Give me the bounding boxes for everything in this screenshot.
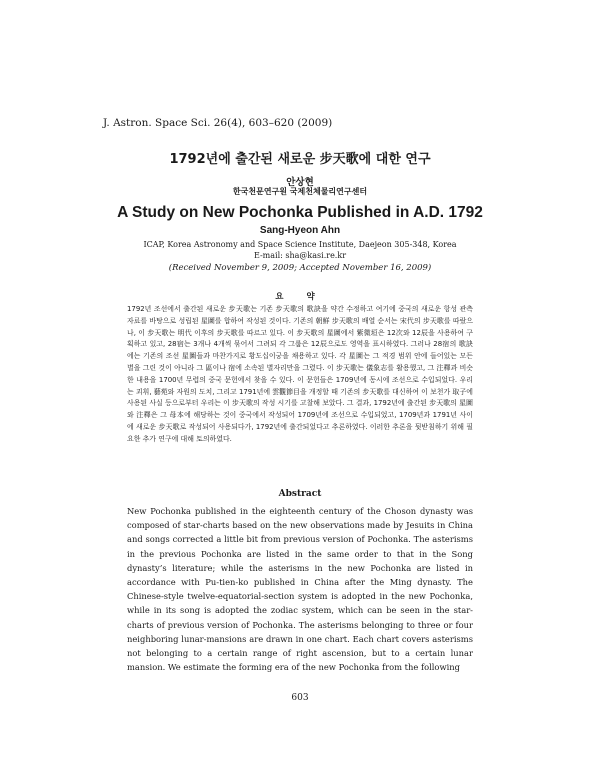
korean-abstract-heading: 요 약 (275, 292, 325, 302)
korean-affiliation: 한국천문연구원 국제천체물리연구센터 (232, 187, 368, 196)
english-author: Sang-Hyeon Ahn (259, 225, 341, 236)
page-number: 603 (291, 693, 309, 703)
korean-author: 안상현 (286, 177, 314, 188)
english-affiliation-block (0, 239, 600, 261)
english-affiliation: ICAP, Korea Astronomy and Space Science Institute, Daejeon 305-348, Korea (143, 240, 457, 249)
english-abstract (127, 504, 473, 674)
english-abstract-text: New Pochonka published in the eighteenth century of the Choson dynasty was composed of star-charts based on the new observations made by Jesuits in China and songs corrected a little bit from previous version of Pochonka. The asterisms in the previous Pochonka are listed in the same order to that in the Song dynasty’s literature; while the asterisms in the new Pochonka are listed in accordance with Pu-tien-ko published in China after the Ming dynasty. The Chinese-style twelve-equatorial-section system is adopted in the new Pochonka, while in its song is adopted the zodiac system, which can be seen in the star-charts of previous version of Pochonka. The asterisms belonging to three or four neighboring lunar-mansions are drawn in one chart. Each chart covers asterisms not belonging to a certain range of right ascension, but to a certain lunar mansion. We estimate the forming era of the new Pochonka from the following (127, 506, 473, 673)
korean-title: 1792년에 출간된 새로운 步天歌에 대한 연구 (169, 152, 431, 167)
received-accepted-dates: (Received November 9, 2009; Accepted November 16, 2009) (168, 263, 432, 273)
english-abstract-heading: Abstract (278, 489, 322, 499)
english-title: A Study on New Pochonka Published in A.D. 1792 (117, 204, 483, 221)
korean-abstract-text: 1792년 조선에서 출간된 새로운 步天歌는 기존 步天歌의 歌訣을 약간 수정하고 여기에 중국의 새로운 항성 관측 자료를 바탕으로 성립된 星圖를 합하여 작성된 것이다. 기존의 朝鮮 步天歌의 배열 순서는 宋代의 步天歌를 따랐으나, 이 步天歌는 明代 이후의 步天歌를 따르고 있다. 이 步天歌의 星圖에서 紫微垣은 12次와 12辰을 사용하여 구획하고 있고, 28宿는 3개나 4개씩 묶어서 그려되 각 그룹은 12辰으로도 영역을 표시하였다. 그러나 28宿의 歌訣에는 기존의 조선 星圖들과 마찬가지로 황도십이궁을 채용하고 있다. 각 星圖는 그 적경 범위 안에 들어있는 모든 별을 그린 것이 아니라 그 區이나 宿에 소속된 별자리만을 그렸다. 이 步天歌는 儀象志를 활용했고, 그 注釋과 비슷한 내용을 1700년 무렵의 중국 문헌에서 찾을 수 있다. 이 문헌들은 1709년에 동시에 조선으로 수입되었다. 우리는 괴휘, 藝苑와 자원의 도치, 그리고 1791년에 雲觀節目을 개정할 때 기존의 步天歌를 대신하여 이 보천가 取子에 사용된 사실 등으로부터 우리는 이 步天歌의 작성 시기를 고찰해 보았다. 그 결과, 1792년에 출간된 步天歌의 星圖와 注釋은 그 母本에 해당하는 것이 중국에서 작성되어 1709년에 조선으로 수입되었고, 1709년과 1791년 사이에 새로운 步天歌로 작성되어 사용되다가, 1792년에 출간되었다고 추론하였다. 이러한 추론을 뒷받침하기 위해 필요한 추가 연구에 대해 토의하였다. (127, 305, 473, 443)
korean-abstract (127, 304, 473, 446)
journal-citation: J. Astron. Space Sci. 26(4), 603–620 (2009) (103, 117, 333, 129)
author-email: E-mail: sha@kasi.re.kr (253, 251, 347, 260)
